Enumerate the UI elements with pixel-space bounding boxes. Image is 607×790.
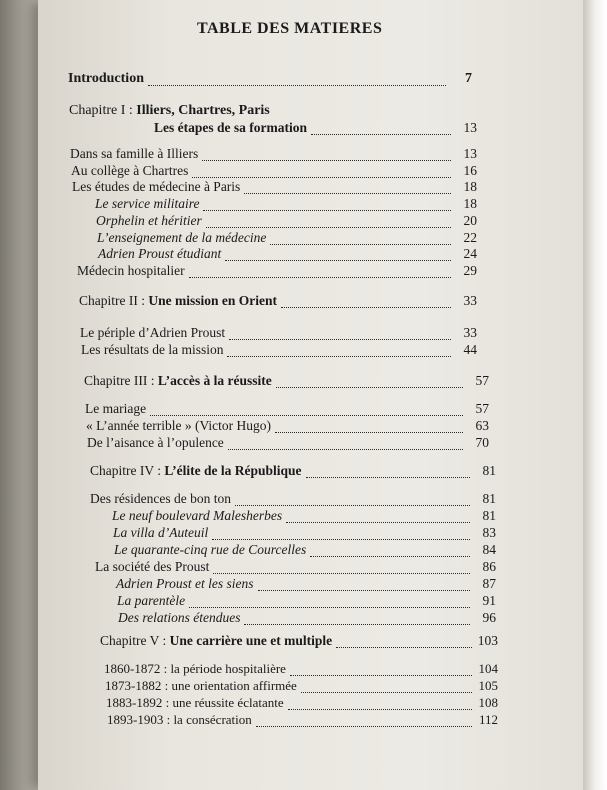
toc-entry	[72, 179, 477, 197]
toc-subentry	[114, 542, 496, 560]
chapter-title: Une mission en Orient	[148, 293, 277, 308]
leader-dots	[310, 546, 470, 557]
chapter-3-entry	[84, 373, 489, 391]
leader-dots	[148, 75, 446, 86]
chapter-number: Chapitre II :	[79, 293, 149, 308]
toc-page: 108	[478, 695, 498, 710]
toc-page: 57	[475, 401, 489, 416]
leader-dots	[189, 597, 470, 608]
toc-page: 22	[463, 230, 477, 245]
toc-label: Les études de médecine à Paris	[72, 179, 241, 194]
toc-label: 1883-1892 : une réussite éclatante	[106, 695, 284, 710]
leader-dots	[244, 614, 470, 625]
toc-label: De l’aisance à l’opulence	[87, 435, 224, 450]
leader-dots	[150, 405, 463, 416]
toc-label: La villa d’Auteuil	[113, 525, 209, 540]
leader-dots	[227, 346, 451, 357]
toc-label: Le mariage	[85, 401, 147, 416]
chapter-number: Chapitre I :	[69, 103, 137, 118]
leader-dots	[229, 329, 451, 340]
toc-page: 83	[482, 525, 496, 540]
toc-label: L’enseignement de la médecine	[97, 230, 267, 245]
chapter-1-heading	[69, 103, 270, 119]
toc-page: 70	[475, 435, 489, 450]
toc-label: Le service militaire	[95, 196, 200, 211]
toc-subentry	[118, 610, 496, 628]
toc-page: 81	[482, 463, 496, 478]
toc-label: Le neuf boulevard Malesherbes	[112, 508, 283, 523]
toc-entry	[70, 146, 477, 164]
leader-dots	[235, 495, 470, 506]
leader-dots	[275, 422, 463, 433]
toc-entry-introduction	[68, 71, 472, 89]
toc-entry	[77, 263, 477, 281]
leader-dots	[189, 267, 451, 278]
toc-label: Médecin hospitalier	[77, 263, 185, 278]
chapter-title: Illiers, Chartres, Paris	[136, 103, 270, 118]
toc-subentry	[116, 576, 496, 594]
toc-page: 18	[463, 196, 477, 211]
chapter-number: Chapitre III :	[84, 373, 158, 388]
toc-label: Le quarante-cinq rue de Courcelles	[114, 542, 307, 557]
leader-dots	[311, 124, 451, 135]
leader-dots	[203, 200, 451, 211]
toc-page: 29	[463, 263, 477, 278]
leader-dots	[270, 234, 451, 245]
chapter-number: Chapitre V :	[100, 633, 170, 648]
toc-page: 24	[463, 246, 477, 261]
toc-page: 81	[482, 508, 496, 523]
toc-page: 84	[482, 542, 496, 557]
toc-entry	[105, 678, 498, 696]
leader-dots	[288, 699, 472, 710]
toc-entry	[104, 661, 498, 679]
toc-label: 1860-1872 : la période hospitalière	[104, 661, 286, 676]
toc-page: 81	[482, 491, 496, 506]
toc-label: 1873-1882 : une orientation affirmée	[105, 678, 297, 693]
page-title: TABLE DES MATIERES	[197, 20, 383, 37]
chapter-number: Chapitre IV :	[90, 463, 165, 478]
toc-label: Des relations étendues	[118, 610, 241, 625]
toc-label: Adrien Proust et les siens	[116, 576, 254, 591]
toc-page: 33	[463, 325, 477, 340]
toc-subentry	[98, 246, 477, 264]
toc-page: 103	[477, 633, 498, 648]
toc-page: 91	[482, 593, 496, 608]
toc-subentry	[117, 593, 496, 611]
toc-page: 20	[463, 213, 477, 228]
toc-label: Les résultats de la mission	[81, 342, 224, 357]
toc-label: Au collège à Chartres	[71, 163, 189, 178]
leader-dots	[276, 377, 463, 388]
leader-dots	[192, 167, 451, 178]
toc-entry	[95, 559, 496, 577]
toc-entry	[85, 401, 489, 419]
leader-dots	[281, 297, 451, 308]
toc-page: 13	[463, 146, 477, 161]
leader-dots	[202, 150, 451, 161]
chapter-title: Une carrière une et multiple	[169, 633, 333, 648]
toc-page: 87	[482, 576, 496, 591]
chapter-4-entry	[90, 463, 496, 481]
toc-page: 63	[475, 418, 489, 433]
toc-page: 96	[482, 610, 496, 625]
leader-dots	[228, 439, 463, 450]
toc-page: 105	[478, 678, 498, 693]
leader-dots	[336, 637, 472, 648]
toc-entry	[107, 712, 498, 730]
leader-dots	[213, 563, 470, 574]
toc-page: 86	[482, 559, 496, 574]
toc-label: Adrien Proust étudiant	[98, 246, 222, 261]
toc-page: 16	[463, 163, 477, 178]
toc-entry	[90, 491, 496, 509]
leader-dots	[258, 580, 471, 591]
leader-dots	[286, 512, 470, 523]
toc-page: 33	[463, 293, 477, 308]
toc-entry	[86, 418, 489, 436]
toc-label: 1893-1903 : la consécration	[107, 712, 252, 727]
toc-subentry	[112, 508, 496, 526]
leader-dots	[225, 250, 451, 261]
chapter-subtitle: Les étapes de sa formation	[154, 120, 307, 135]
toc-page: 18	[463, 179, 477, 194]
leader-dots	[290, 665, 472, 676]
toc-page: 112	[478, 712, 498, 727]
toc-entry	[81, 342, 477, 360]
chapter-title: L’accès à la réussite	[157, 373, 272, 388]
toc-entry	[80, 325, 477, 343]
toc-label: La parentèle	[117, 593, 186, 608]
chapter-1-entry	[154, 120, 477, 138]
leader-dots	[206, 217, 451, 228]
toc-label: Le périple d’Adrien Proust	[80, 325, 226, 340]
toc-label: La société des Proust	[95, 559, 210, 574]
leader-dots	[212, 529, 470, 540]
toc-entry	[87, 435, 489, 453]
toc-label: Des résidences de bon ton	[90, 491, 231, 506]
chapter-title: L’élite de la République	[164, 463, 302, 478]
leader-dots	[301, 682, 472, 693]
toc-label: Dans sa famille à Illiers	[70, 146, 199, 161]
leader-dots	[244, 183, 451, 194]
toc-label: « L’année terrible » (Victor Hugo)	[86, 418, 271, 433]
toc-label: Orphelin et héritier	[96, 213, 202, 228]
toc-page: 13	[463, 120, 477, 135]
leader-dots	[306, 467, 470, 478]
toc-page: 7	[465, 71, 472, 86]
chapter-2-entry	[79, 293, 477, 311]
toc-subentry	[95, 196, 477, 214]
toc-page: 44	[463, 342, 477, 357]
toc-page: 104	[478, 661, 498, 676]
chapter-5-entry	[100, 633, 498, 651]
toc-label: Introduction	[68, 71, 144, 86]
toc-entry	[106, 695, 498, 713]
toc-page: 57	[475, 373, 489, 388]
leader-dots	[256, 716, 472, 727]
toc-subentry	[113, 525, 496, 543]
toc-subentry	[96, 213, 477, 231]
